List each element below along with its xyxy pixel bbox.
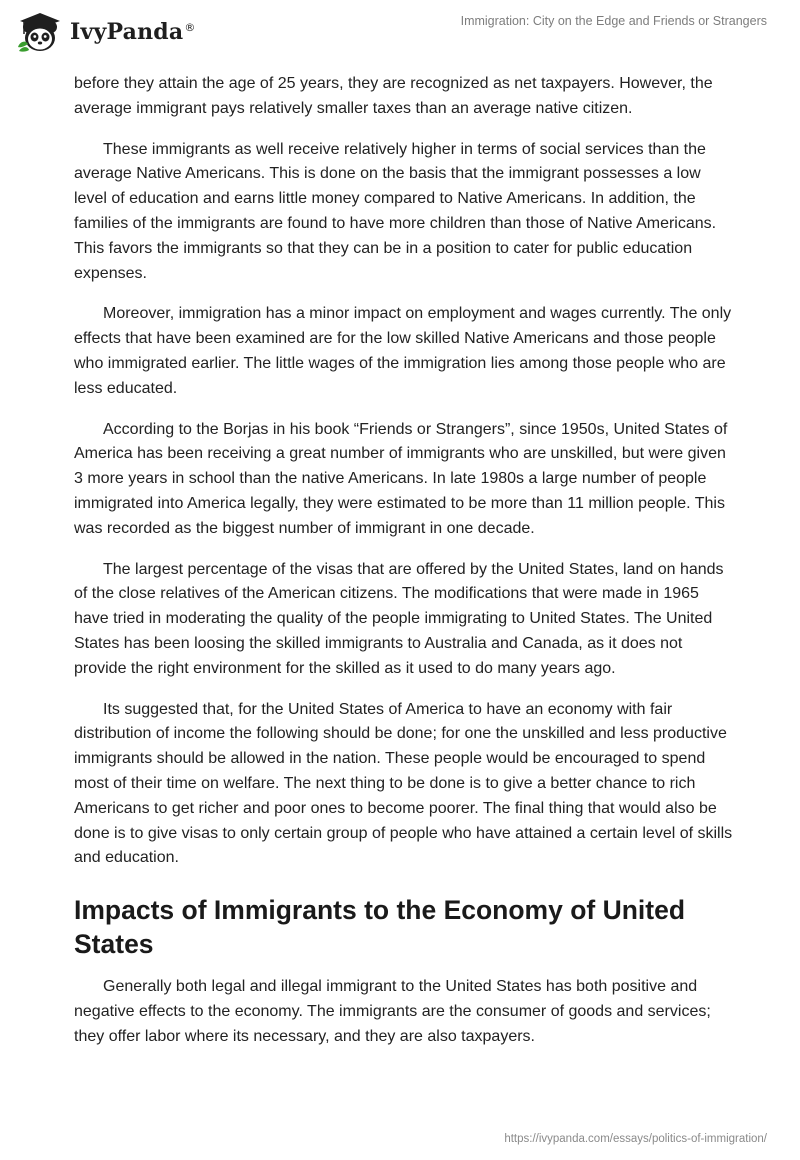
panda-graduate-icon	[16, 10, 64, 54]
essay-body	[74, 72, 734, 1066]
paragraph: The largest percentage of the visas that are offered by the United States, land on hands of the close relatives of the American citizens. The modifications that were made in 1965 have tried in moderating the quality of the people immigrating to United States. The United States has been loosing the skilled immigrants to Australia and Canada, as it does not provide the right environment for the skilled as it used to do many years ago.	[74, 560, 724, 677]
page-header	[0, 0, 800, 64]
paragraph: According to the Borjas in his book “Friends or Strangers”, since 1950s, United States of America has been receiving a great number of immigrants who are unskilled, but were given 3 more years in school than the native Americans. In late 1980s a large number of people immigrated into America legally, they were estimated to be more than 11 million people. This was recorded as the biggest number of immigrant in one decade.	[74, 420, 728, 537]
paragraph: Generally both legal and illegal immigrant to the United States has both positive and negative effects to the economy. The immigrants are the consumer of goods and services; they offer labor where its necessary, and they are also taxpayers.	[74, 978, 711, 1045]
logo-wordmark: IvyPanda®	[70, 19, 196, 45]
source-url[interactable]: https://ivypanda.com/essays/politics-of-immigration/	[504, 1133, 767, 1145]
paragraph: Moreover, immigration has a minor impact on employment and wages currently. The only effects that have been examined are for the low skilled Native Americans and those people who immigrated earlier. The little wages of the immigration lies among those people who are less educated.	[74, 305, 732, 397]
document-title: Immigration: City on the Edge and Friends or Strangers	[460, 14, 767, 28]
registered-mark: ®	[184, 20, 196, 34]
paragraph: Its suggested that, for the United States of America to have an economy with fair distribution of income the following should be done; for one the unskilled and less productive immigrants should be allowed in the nation. These people would be encouraged to spend most of their time on welfare. The next thing to be done is to give a better chance to rich Americans to get richer and poor ones to become poorer. The final thing that would also be done is to give visas to only certain group of people who have attained a certain level of skills and education.	[74, 700, 733, 867]
paragraph: before they attain the age of 25 years, they are recognized as net taxpayers. However, the average immigrant pays relatively smaller taxes than an average native citizen.	[74, 75, 713, 117]
paragraph: These immigrants as well receive relatively higher in terms of social services than the average Native Americans. This is done on the basis that the immigrant possesses a low level of education and earns little money compared to Native Americans. In addition, the families of the immigrants are found to have more children than those of Native Americans. This favors the immigrants so that they can be in a position to cater for public education expenses.	[74, 140, 717, 282]
ivypanda-logo[interactable]	[16, 10, 196, 54]
section-heading: Impacts of Immigrants to the Economy of United States	[74, 895, 686, 960]
